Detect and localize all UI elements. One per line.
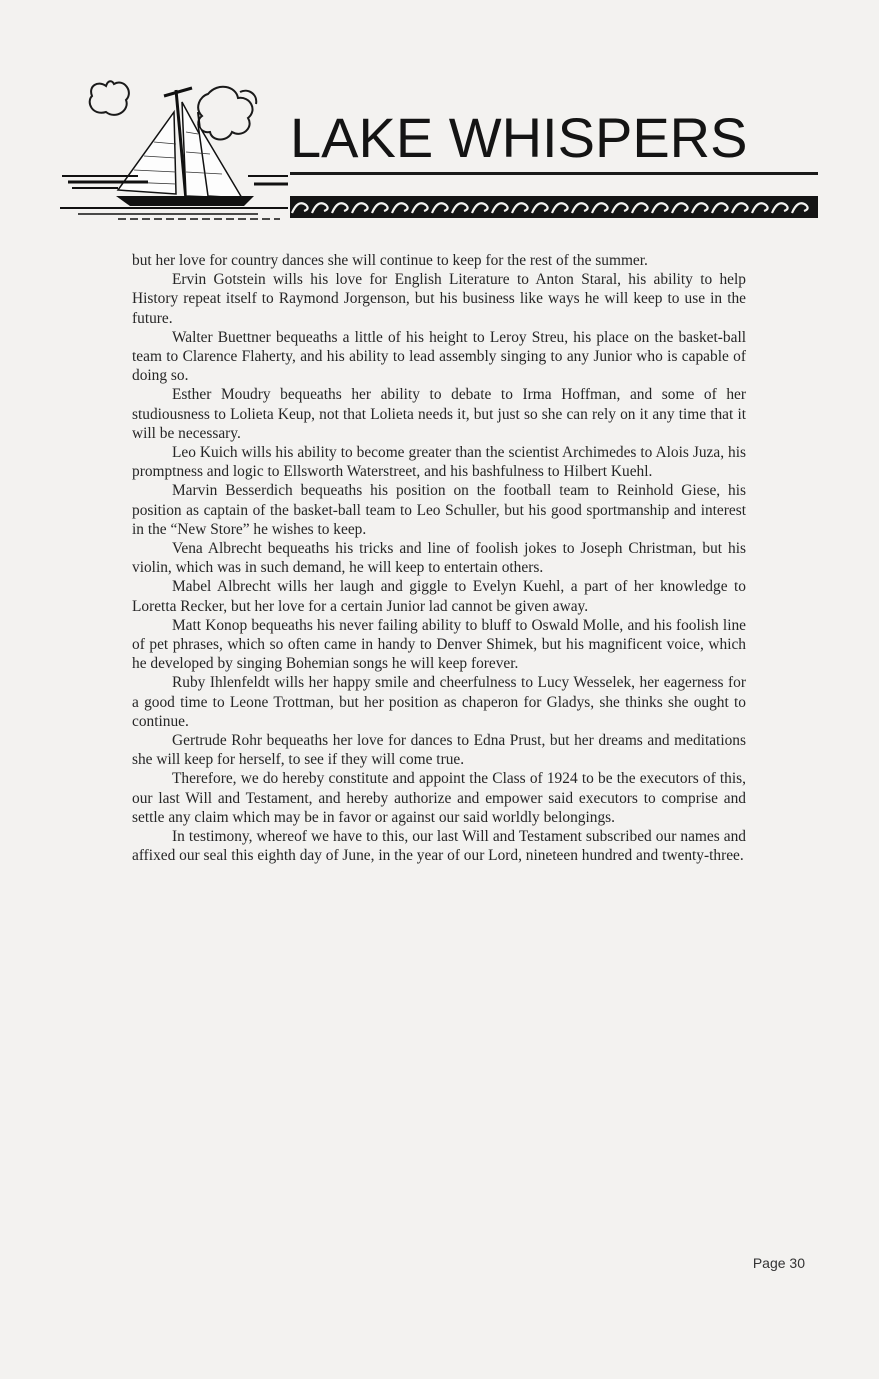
paragraph: Ruby Ihlenfeldt wills her happy smile and cheerfulness to Lucy Wesselek, her eagerness for a good time to Leone Trottman, but her position as chaperon for Gladys, she thinks she ought to continue. bbox=[132, 674, 746, 730]
paragraph: but her love for country dances she will continue to keep for the rest of the summer. bbox=[132, 252, 648, 269]
wave-border-icon bbox=[290, 196, 818, 218]
title-rule bbox=[290, 172, 818, 175]
paragraph: Walter Buettner bequeaths a little of his height to Leroy Streu, his place on the basket-ball team to Clarence Flaherty, and his ability to lead assembly singing to any Junior who is capable of doing so. bbox=[132, 328, 746, 385]
paragraph: Vena Albrecht bequeaths his tricks and line of foolish jokes to Joseph Christman, but his violin, which was in such demand, he will keep to entertain others. bbox=[132, 540, 746, 577]
paragraph: Therefore, we do hereby constitute and appoint the Class of 1924 to be the executors of this, our last Will and Testament, and hereby authorize and empower said executors to comprise and settle any claim which may be in favor or against our said worldly belongings. bbox=[132, 770, 746, 826]
page-number: Page 30 bbox=[752, 1255, 805, 1271]
paragraph: Leo Kuich wills his ability to become greater than the scientist Archimedes to Alois Juza, his promptness and logic to Ellsworth Waterstreet, and his bashfulness to Hilbert Kuehl. bbox=[132, 444, 746, 481]
sailboat-logo-icon bbox=[58, 72, 288, 222]
paragraph: Esther Moudry bequeaths her ability to debate to Irma Hoffman, and some of her studiousness to Lolieta Keup, not that Lolieta needs it, but just so she can rely on it any time that it will be necessary. bbox=[132, 386, 746, 442]
paragraph: Ervin Gotstein wills his love for English Literature to Anton Staral, his ability to help History repeat itself to Raymond Jorgenson, but his business like ways he will keep to use in the future. bbox=[132, 271, 746, 327]
masthead-title: LAKE WHISPERS bbox=[290, 106, 748, 169]
will-text bbox=[132, 251, 746, 866]
paragraph: Marvin Besserdich bequeaths his position on the football team to Reinhold Giese, his position as captain of the basket-ball team to Leo Schuller, but his good sportmanship and interest in the “New Store” he wishes to keep. bbox=[132, 482, 746, 538]
paragraph: Gertrude Rohr bequeaths her love for dances to Edna Prust, but her dreams and meditations she will keep for herself, to see if they will come true. bbox=[132, 732, 746, 769]
paragraph: Matt Konop bequeaths his never failing ability to bluff to Oswald Molle, and his foolish line of pet phrases, which so often came in handy to Denver Shimek, but his magnificent voice, which he developed by singing Bohemian songs he will keep forever. bbox=[132, 616, 746, 673]
paragraph: In testimony, whereof we have to this, our last Will and Testament subscribed our names and affixed our seal this eighth day of June, in the year of our Lord, nineteen hundred and twenty-three. bbox=[132, 828, 746, 865]
paragraph: Mabel Albrecht wills her laugh and giggle to Evelyn Kuehl, a part of her knowledge to Loretta Recker, but her love for a certain Junior lad cannot be given away. bbox=[132, 578, 746, 615]
masthead bbox=[58, 72, 820, 222]
